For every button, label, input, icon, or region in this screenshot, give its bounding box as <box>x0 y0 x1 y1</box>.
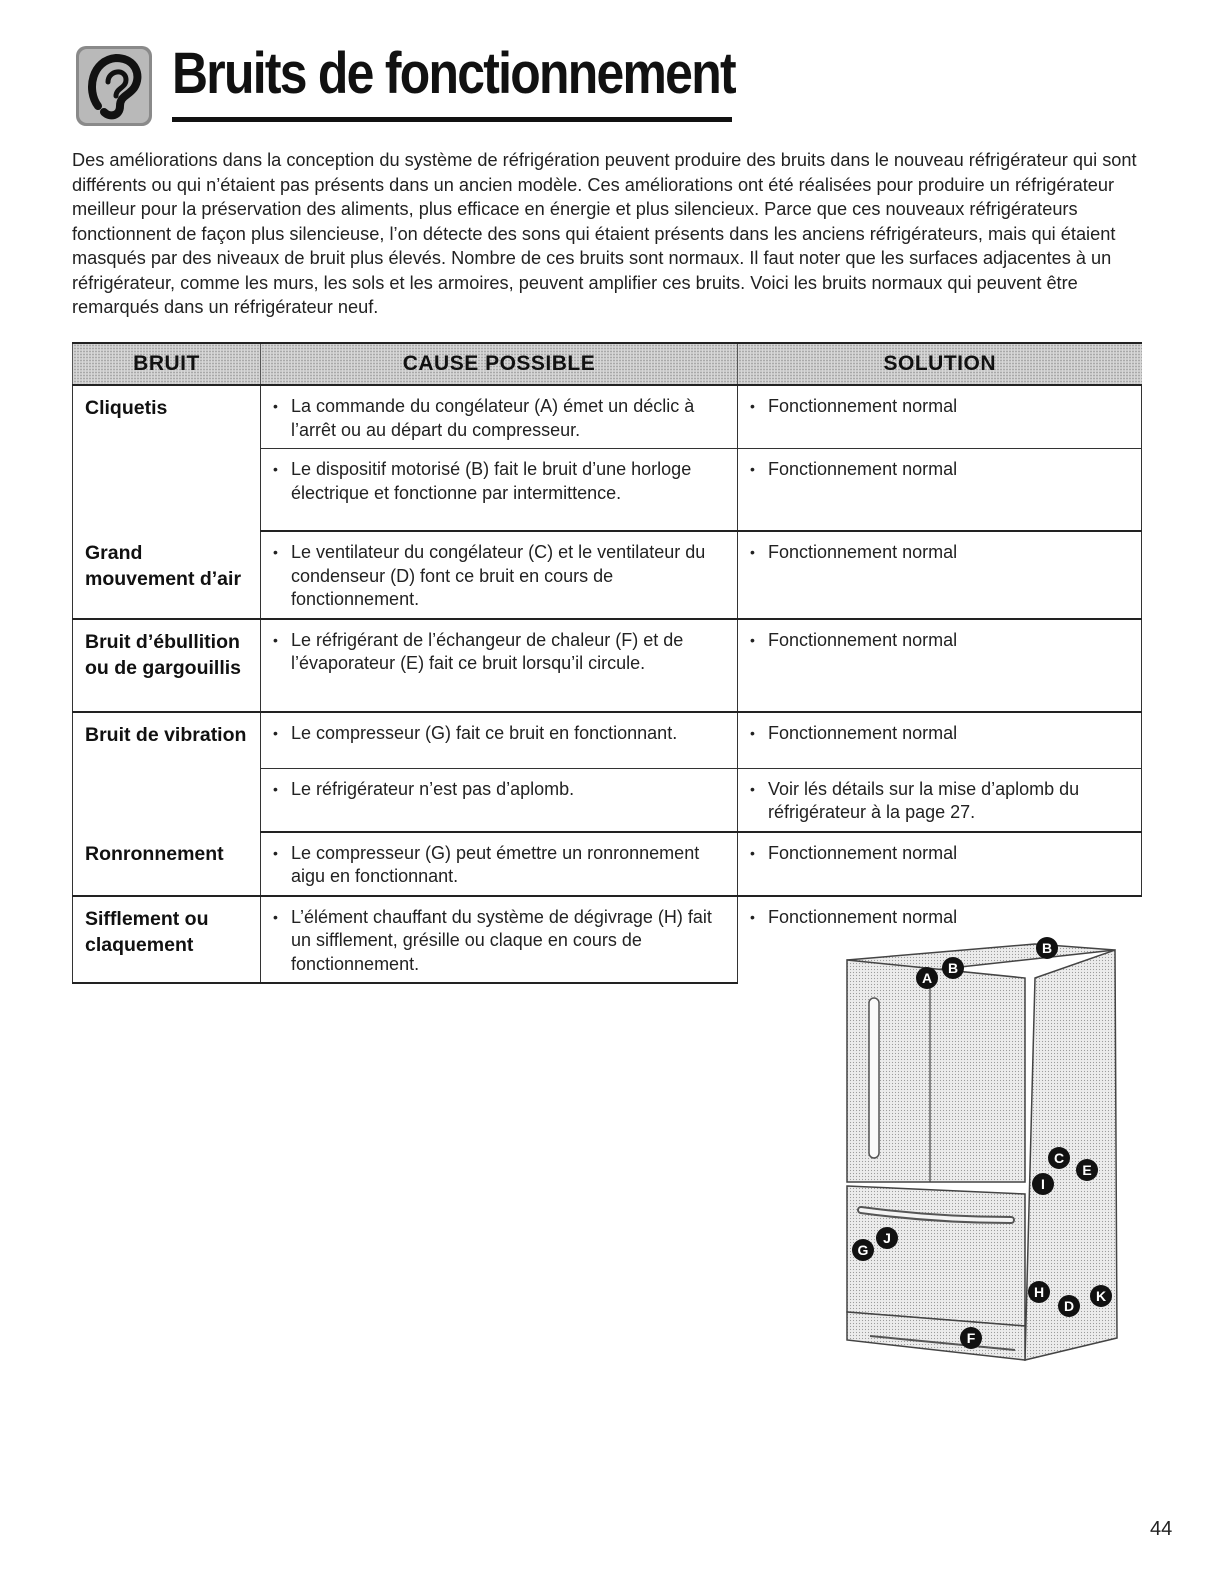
solution-cell: • Fonctionnement normal <box>738 832 1142 896</box>
noise-name: Bruit d’ébullition ou de gargouillis <box>73 619 261 712</box>
solution-cell: • Fonctionnement normal <box>738 449 1142 532</box>
solution-cell: • Fonctionnement normal <box>738 385 1142 449</box>
cause-cell: • Le dispositif motorisé (B) fait le bruit d’une horloge électrique et fonctionne par intermittence. <box>261 449 738 532</box>
table-row <box>73 619 1142 712</box>
header-cause: CAUSE POSSIBLE <box>261 343 738 385</box>
cause-cell: • Le réfrigérant de l’échangeur de chaleur (F) et de l’évaporateur (E) fait ce bruit lorsqu’il circule. <box>261 619 738 712</box>
svg-text:A: A <box>921 970 933 986</box>
svg-text:J: J <box>883 1230 891 1246</box>
page-number: 44 <box>1150 1518 1173 1540</box>
solution-cell: • Voir lés détails sur la mise d’aplomb du réfrigérateur à la page 27. <box>738 768 1142 832</box>
table-row <box>73 832 1142 896</box>
solution-cell: • Fonctionnement normal <box>738 896 1142 984</box>
header-bruit: BRUIT <box>73 343 261 385</box>
page-title: Bruits de fonctionnement <box>172 41 735 106</box>
noise-table <box>72 342 1142 984</box>
solution-cell: • Fonctionnement normal <box>738 619 1142 712</box>
noise-name: Sifflement ou claquement <box>73 896 261 984</box>
intro-paragraph: Des améliorations dans la conception du système de réfrigération peuvent produire des bruits dans le nouveau réfrigérateur qui sont différents ou qui n’étaient pas présents dans un ancien modèle. Ces améliorations ont été réalisées pour produire un réfrigérateur meilleur pour la préservation des aliments, plus efficace en énergie et plus silencieux. Parce que ces nouveaux réfrigérateurs fonctionnent de façon plus silencieuse, l’on détecte des sons qui étaient présents dans les anciens réfrigérateurs, mais qui étaient masqués par des niveaux de bruit plus élevés. Nombre de ces bruits sont normaux. Il faut noter que les surfaces adjacentes à un réfrigérateur, comme les murs, les sols et les armoires, peuvent amplifier ces bruits. Voici les bruits normaux qui peuvent être remarqués dans un réfrigérateur neuf. <box>72 150 1137 317</box>
title-rule <box>172 117 732 122</box>
svg-text:I: I <box>1041 1176 1045 1192</box>
cause-cell: • La commande du congélateur (A) émet un déclic à l’arrêt ou au départ du compresseur. <box>261 385 738 449</box>
cause-cell: • Le ventilateur du congélateur (C) et le ventilateur du condenseur (D) font ce bruit en cours de fonctionnement. <box>261 531 738 619</box>
table-header-row <box>73 343 1142 385</box>
svg-text:K: K <box>1095 1288 1107 1304</box>
noise-name: Bruit de vibration <box>73 712 261 832</box>
svg-text:F: F <box>966 1330 976 1346</box>
svg-text:B: B <box>1041 940 1053 956</box>
svg-text:G: G <box>857 1242 869 1258</box>
ear-icon <box>76 46 152 126</box>
cause-cell: • Le réfrigérateur n’est pas d’aplomb. <box>261 768 738 832</box>
svg-text:E: E <box>1082 1162 1092 1178</box>
table-row <box>73 712 1142 769</box>
cause-cell: • Le compresseur (G) peut émettre un ronronnement aigu en fonctionnant. <box>261 832 738 896</box>
refrigerator-illustration <box>825 920 1155 1370</box>
svg-text:C: C <box>1053 1150 1065 1166</box>
svg-text:D: D <box>1063 1298 1075 1314</box>
noise-name: Ronronnement <box>73 832 261 896</box>
solution-cell: • Fonctionnement normal <box>738 531 1142 619</box>
cause-cell: • L’élément chauffant du système de dégivrage (H) fait un sifflement, grésille ou claque en cours de fonctionnement. <box>261 896 738 984</box>
table-row <box>73 531 1142 619</box>
solution-cell: • Fonctionnement normal <box>738 712 1142 769</box>
svg-text:B: B <box>947 960 959 976</box>
noise-name: Cliquetis <box>73 385 261 531</box>
noise-name: Grand mouvement d’air <box>73 531 261 619</box>
svg-text:H: H <box>1033 1284 1045 1300</box>
table-row <box>73 385 1142 449</box>
cause-cell: • Le compresseur (G) fait ce bruit en fonctionnant. <box>261 712 738 769</box>
header-solution: SOLUTION <box>738 343 1142 385</box>
